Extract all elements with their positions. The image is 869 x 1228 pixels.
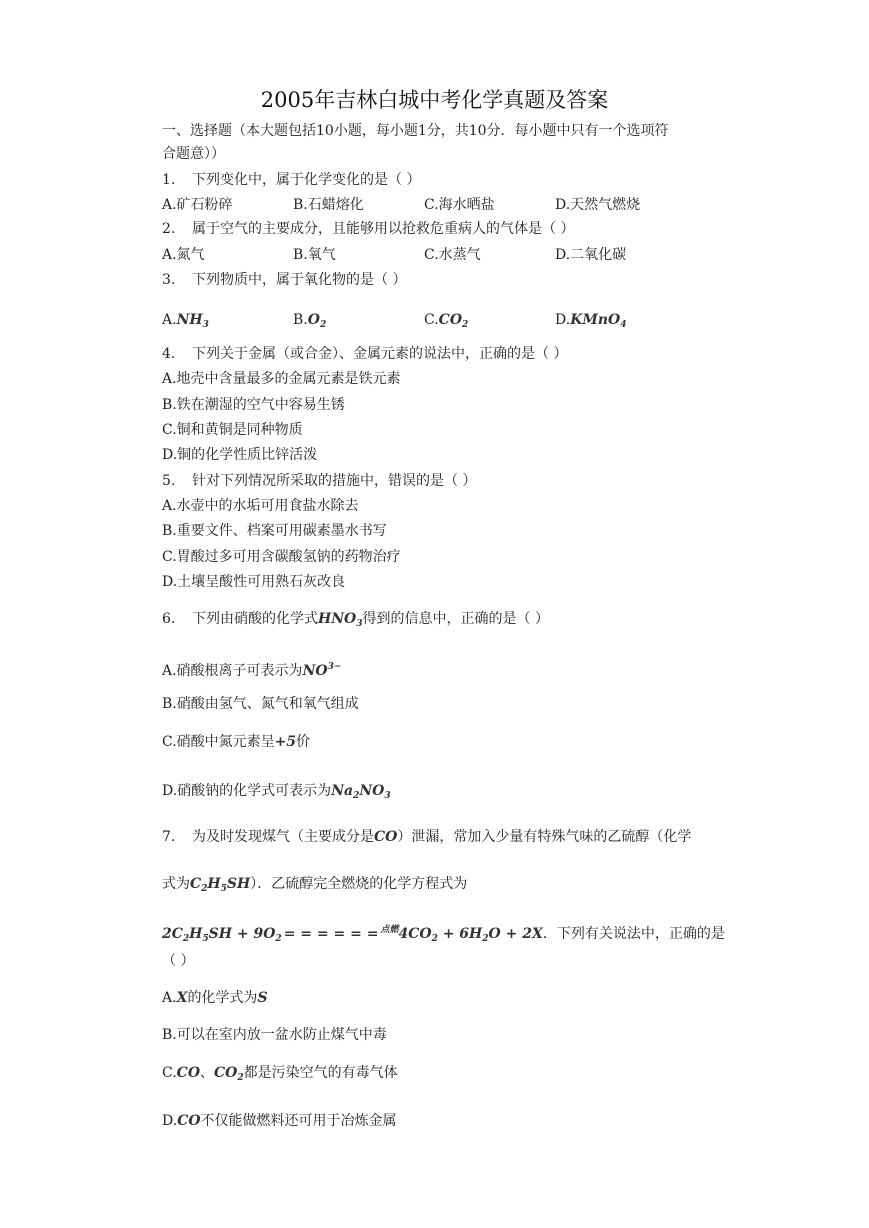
option-label: D. [162,1113,178,1129]
formula: S [257,990,268,1006]
option-a: A.氮气 [162,247,205,263]
question-4 [162,344,567,364]
stem-text: ．下列有关说法中，正确的是 [542,926,725,942]
option-c [162,732,310,752]
question-stem: 下列物质中，属于氧化物的是（ ） [192,272,407,288]
equation-text: SH + 9O [208,926,276,942]
formula: +5 [274,734,297,750]
option-c: C.水蒸气 [424,247,481,263]
option-b: B.石蜡熔化 [293,197,364,213]
option-a [162,310,293,335]
formula-text: NO [359,783,385,799]
stem-text: ）．乙硫醇完全燃烧的化学方程式为 [250,876,468,892]
option-a: A.地壳中含量最多的金属元素是铁元素 [162,371,401,387]
option-c [162,1063,398,1088]
option-b: B.可以在室内放一盆水防止煤气中毒 [162,1027,387,1043]
formula [439,312,469,328]
formula-text: H [207,876,221,892]
option-d [162,781,391,806]
formula [177,312,209,328]
formula-text: HNO [318,611,357,627]
option-a: A.水壶中的水垢可用食盐水除去 [162,498,359,514]
question-2 [162,219,574,239]
formula-subscript: 4 [620,320,627,330]
section-heading-line2: 合题意）） [162,146,225,162]
option-b: B.铁在潮湿的空气中容易生锈 [162,397,345,413]
option-d: D.铜的化学性质比锌活泼 [162,447,318,463]
formula-subscript: 2 [237,1073,244,1083]
formula-subscript: 2 [319,320,327,330]
option-c [424,310,555,335]
option-b: B.重要文件、档案可用碳素墨水书写 [162,523,387,539]
equation-subscript: 2 [482,934,489,944]
option-b: B.硝酸由氢气、氮气和氧气组成 [162,696,359,712]
option-text: 的化学式为 [187,990,258,1006]
question-number: 6. [162,611,176,627]
formula-text: KMnO [570,312,621,328]
formula-subscript: 2 [462,320,469,330]
equation-subscript: 2 [275,934,282,944]
option-d: D.天然气燃烧 [555,197,641,213]
section-heading-line1: 一、选择题（本大题包括10小题，每小题1分，共10分．每小题中只有一个选项符 [162,123,669,139]
option-text: A.硝酸根离子可表示为 [162,663,303,679]
equation-subscript: 5 [202,934,209,944]
option-label: A. [162,312,177,328]
equation-subscript: 2 [431,934,438,944]
option-a [162,657,341,681]
question-stem: 针对下列情况所采取的措施中，错误的是（ ） [192,473,477,489]
question-number: 3. [162,272,176,288]
option-text: 都是污染空气的有毒气体 [243,1065,398,1081]
formula: CO [176,1065,201,1081]
question-number: 4. [162,346,176,362]
question-7-line2 [162,874,467,899]
option-tail: 价 [296,734,311,750]
formula-subscript: 3 [202,320,209,330]
question-2-options [162,245,626,265]
formula [318,611,363,627]
question-stem-b: 得到的信息中，正确的是（ ） [362,611,549,627]
option-b: B.氧气 [293,247,336,263]
question-3-options [162,310,627,335]
formula-text: O [307,312,320,328]
equation-text: H [189,926,203,942]
option-d [162,1111,397,1131]
formula-subscript: 3 [356,619,363,629]
equation-text: O + 2X [488,926,543,942]
separator: 、 [200,1065,215,1081]
page-title: 2005年吉林白城中考化学真题及答案 [260,88,609,112]
question-stem-a: 为及时发现煤气（主要成分是 [192,829,374,845]
formula [190,876,250,892]
option-c: C.胃酸过多可用含碳酸氢钠的药物治疗 [162,549,401,565]
formula [331,783,390,799]
chemical-equation-line [162,920,725,949]
option-text: 不仅能做燃料还可用于冶炼金属 [200,1113,397,1129]
question-6 [162,609,549,634]
option-b [293,310,424,335]
formula-superscript: 3− [327,662,342,672]
question-number: 5. [162,473,176,489]
formula-text: C [190,876,202,892]
question-stem: 下列关于金属（或合金）、金属元素的说法中，正确的是（ ） [192,346,568,362]
formula-text: CO [438,312,463,328]
question-stem: 属于空气的主要成分，且能够用以抢救危重病人的气体是（ ） [192,221,575,237]
question-1 [162,170,420,190]
answer-bracket: （ ） [162,953,195,969]
option-c: C.海水晒盐 [424,197,495,213]
equation-text: + 6H [437,926,483,942]
formula-subscript: 3 [384,791,391,801]
option-d: D.土壤呈酸性可用熟石灰改良 [162,574,346,590]
formula [303,663,342,679]
formula-text: NO [302,663,328,679]
option-label: C. [424,312,439,328]
question-number: 7. [162,829,176,845]
equation-subscript: 2 [182,934,190,944]
equation [162,926,543,942]
formula-text: Na [331,783,354,799]
option-a: A.矿石粉碎 [162,197,233,213]
equation-text: 4CO [398,926,432,942]
option-label: B. [293,312,308,328]
formula: CO [374,829,398,845]
question-5 [162,471,476,491]
equation-equals: = = = = = = [283,926,379,942]
question-1-options [162,195,640,215]
stem-text: 式为 [162,876,190,892]
formula [308,312,326,328]
option-label: C. [162,1065,177,1081]
formula: CO [177,1113,201,1129]
formula: X [176,990,188,1006]
reaction-condition: 点燃 [380,925,399,935]
option-label: A. [162,990,177,1006]
formula-text: SH [226,876,251,892]
question-number: 1. [162,172,176,188]
option-a [162,988,268,1008]
formula-text: NH [176,312,203,328]
formula-subscript: 2 [353,791,360,801]
question-stem: 下列变化中，属于化学变化的是（ ） [192,172,421,188]
formula-text: CO [214,1065,238,1081]
question-3 [162,270,406,290]
option-d [555,312,627,328]
question-7 [162,827,691,847]
formula [570,312,626,328]
question-stem-a: 下列由硝酸的化学式 [192,611,318,627]
option-d: D.二氧化碳 [555,247,627,263]
option-text: C.硝酸中氮元素呈 [162,734,275,750]
equation-text: 2C [162,926,183,942]
question-stem-b: ）泄漏，常加入少量有特殊气味的乙硫醇（化学 [397,829,692,845]
option-label: D. [555,312,571,328]
option-c: C.铜和黄铜是同种物质 [162,422,303,438]
option-text: D.硝酸钠的化学式可表示为 [162,783,332,799]
formula-subscript: 2 [201,884,208,894]
formula-subscript: 5 [220,884,227,894]
formula [214,1065,244,1081]
question-number: 2. [162,221,176,237]
